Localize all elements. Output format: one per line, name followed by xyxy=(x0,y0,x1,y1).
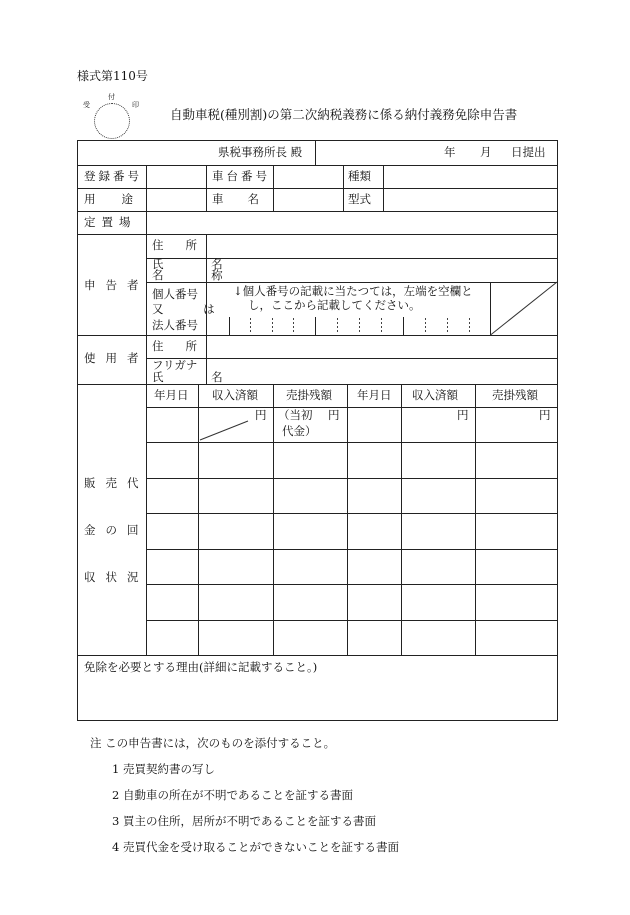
use-label: 用途 xyxy=(84,192,159,206)
initial-price-close: 代金） xyxy=(282,424,317,438)
stamp-char-left: 受 xyxy=(83,101,90,109)
declarant-address-label: 住所 xyxy=(152,238,219,252)
notes-heading: 注 この申告書には，次のものを添付すること。 xyxy=(90,736,336,750)
month-label: 月 xyxy=(480,145,492,159)
note-item: 4 売買代金を受け取ることができないことを証する書面 xyxy=(112,840,399,854)
declarant-corporate-id-label: 法人番号 xyxy=(152,318,198,332)
storage-place-field[interactable] xyxy=(147,212,556,234)
stamp-char-top: 付 xyxy=(108,93,115,101)
kind-label: 種類 xyxy=(348,169,371,183)
sales-label-line2: 金の回 xyxy=(84,523,149,537)
sales-label-line3: 収状況 xyxy=(84,570,149,584)
initial-price-open: （当初 xyxy=(278,408,313,422)
stamp-char-right: 印 xyxy=(132,101,139,109)
user-address-label: 住所 xyxy=(152,339,219,353)
attachment-notes xyxy=(90,735,399,865)
registration-number-label: 登録番号 xyxy=(84,169,142,183)
user-name-field[interactable] xyxy=(207,359,556,384)
note-item: 1 売買契約書の写し xyxy=(112,762,215,776)
form-number: 様式第110号 xyxy=(77,69,148,83)
col-balance-1: 売掛残額 xyxy=(286,388,332,402)
chassis-number-field[interactable] xyxy=(274,166,343,188)
sales-label-line1: 販売代 xyxy=(84,476,149,490)
use-field[interactable] xyxy=(147,189,206,211)
chassis-number-label: 車台番号 xyxy=(212,169,270,183)
model-field[interactable] xyxy=(384,189,556,211)
yen-unit-balance-1: 円 xyxy=(328,408,340,422)
yen-unit-balance-2: 円 xyxy=(539,408,551,422)
user-label: 使用者 xyxy=(84,351,149,365)
yen-unit-received-2: 円 xyxy=(457,408,469,422)
user-address-field[interactable] xyxy=(207,336,556,358)
year-label: 年 xyxy=(444,145,456,159)
submitted-day-label: 日提出 xyxy=(511,145,546,159)
declarant-name-label: 氏 名 xyxy=(152,257,245,271)
note-item: 2 自動車の所在が不明であることを証する書面 xyxy=(112,788,353,802)
yen-unit-received-1: 円 xyxy=(255,408,267,422)
col-balance-2: 売掛残額 xyxy=(492,388,538,402)
col-received-1: 収入済額 xyxy=(212,388,258,402)
declarant-label: 申告者 xyxy=(84,278,149,292)
document-title: 自動車税(種別割)の第二次納税義務に係る納付義務免除申告書 xyxy=(170,107,518,122)
declarant-address-field[interactable] xyxy=(207,235,556,258)
addressee-label: 県税事務所長 殿 xyxy=(218,145,303,159)
declarant-name-field[interactable] xyxy=(207,259,556,282)
kind-field[interactable] xyxy=(384,166,556,188)
registration-number-field[interactable] xyxy=(147,166,206,188)
col-date-2: 年月日 xyxy=(357,388,392,402)
user-name-label: 氏 名 xyxy=(152,370,245,384)
user-furigana-label: フリガナ xyxy=(152,358,198,372)
col-date-1: 年月日 xyxy=(154,388,189,402)
declarant-id-or-label: 又 は xyxy=(152,302,233,316)
reason-field[interactable] xyxy=(78,676,556,720)
id-entry-note-line2: し，ここから記載してください。 xyxy=(248,298,421,312)
note-item: 3 買主の住所，居所が不明であることを証する書面 xyxy=(112,814,376,828)
storage-place-label: 定置場 xyxy=(84,215,137,229)
vehicle-name-label: 車名 xyxy=(212,192,283,206)
declarant-id-label: 個人番号 xyxy=(152,287,198,301)
vehicle-name-field[interactable] xyxy=(274,189,343,211)
declarant-corporate-name-label: 名 称 xyxy=(152,268,245,282)
model-label: 型式 xyxy=(348,192,371,206)
col-received-2: 収入済額 xyxy=(412,388,458,402)
individual-number-field[interactable] xyxy=(229,317,490,335)
id-entry-note-line1: ↓個人番号の記載に当たつては，左端を空欄と xyxy=(233,284,473,298)
reason-label: 免除を必要とする理由(詳細に記載すること。) xyxy=(84,660,318,674)
